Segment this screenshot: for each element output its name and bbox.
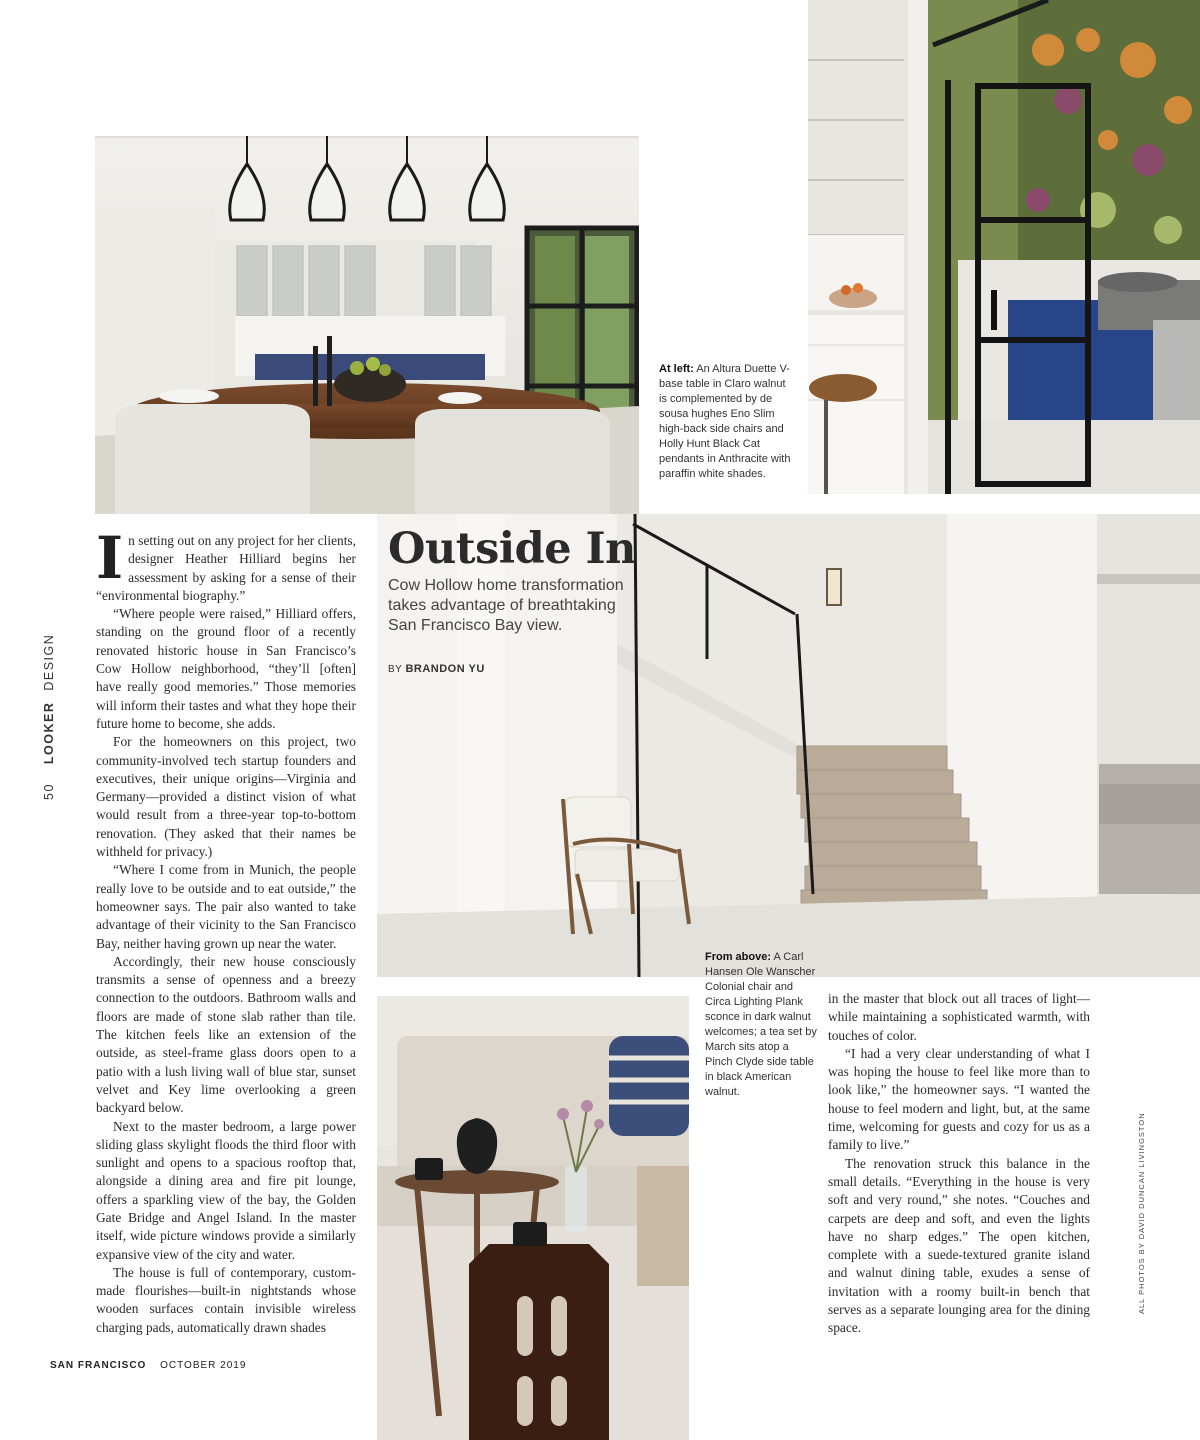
article-title: Outside In (388, 524, 636, 574)
issue-date: OCTOBER 2019 (160, 1360, 247, 1371)
section-name: DESIGN (42, 633, 56, 691)
paragraph: The house is full of contemporary, custom-made flourishes—built-in nightstands whose wooden surfaces contain invisible wireless charging pads, automatically drawn shades (96, 1264, 356, 1335)
side-table-photo (377, 996, 689, 1440)
paragraph: in the master that block out all traces of light—while maintaining a sophisticated warmth, with touches of color. (828, 991, 1090, 1043)
dining-room-photo (95, 136, 639, 514)
caption-from-above-text: A Carl Hansen Ole Wanscher Colonial chair and Circa Lighting Plank sconce in dark walnut welcomes; a tea set by March sits atop a Pinch Clyde side table in black American walnut. (705, 951, 817, 1098)
paragraph: “I had a very clear understanding of what I was hoping the house to feel like more than to look like,” the homeowner says. “I wanted the house to feel modern and light, but, at the same time, welcoming for guests and cozy for us as a family to live.” (828, 1045, 1090, 1153)
paragraph: Next to the master bedroom, a large power sliding glass skylight floods the third floor with sunlight and opens to a spacious rooftop that, alongside a dining area and fire pit lounge, offers a sparkling view of the bay, the Golden Gate Bridge and Angel Island. In the master itself, wide picture windows provide a similarly expansive view of the city and water. (96, 1118, 356, 1262)
caption-from-above (705, 950, 817, 1100)
paragraph: For the homeowners on this project, two community-involved tech startup founders and executives, their unique origins—Virginia and Germany—provided a distinct vision of what would result from a three-year top-to-bottom renovation. (They asked that their names be withheld for privacy.) (96, 734, 356, 860)
byline-author: BRANDON YU (405, 663, 485, 675)
article-byline (388, 663, 485, 675)
photo-credit: ALL PHOTOS BY DAVID DUNCAN LIVINGSTON (1137, 1112, 1146, 1314)
caption-at-left-lead: At left: (659, 363, 694, 375)
paragraph-text: n setting out on any project for her clients, designer Heather Hilliard begins her assessment by asking for a sense of their “environmental biography.” (96, 533, 356, 603)
magazine-name: SAN FRANCISCO (50, 1360, 147, 1371)
article-subtitle: Cow Hollow home transformation takes advantage of breathtaking San Francisco Bay view. (388, 577, 624, 634)
body-column-2 (828, 990, 1090, 1338)
caption-at-left-text: An Altura Duette V-base table in Claro walnut is complemented by de sousa hughes Eno Slim high-back side chairs and Holly Hunt Black Cat pendants in Anthracite with paraffin white shades. (659, 363, 791, 480)
paragraph (96, 524, 356, 605)
paragraph: “Where people were raised,” Hilliard offers, standing on the ground floor of a recently renovated historic house in San Francisco’s Cow Hollow neighborhood, “they’ll [often] have really good memories.” Those memories will inform their tastes and what they hope their future home to become, she adds. (96, 606, 356, 731)
section-brand: LOOKER (42, 701, 56, 765)
page-footer (50, 1360, 246, 1371)
kitchen-door-photo (808, 0, 1200, 494)
page-number: 50 (42, 783, 56, 800)
byline-prefix: BY (388, 664, 403, 675)
paragraph: “Where I come from in Munich, the people really love to be outside and to eat outside,” the homeowner says. The pair also wanted to take advantage of their vicinity to the San Francisco Bay, neither having grown up near the water. (96, 862, 356, 951)
caption-at-left (659, 362, 793, 482)
drop-cap: I (96, 524, 124, 592)
caption-from-above-lead: From above: (705, 951, 772, 963)
section-flag (42, 634, 56, 800)
paragraph: The renovation struck this balance in the small details. “Everything in the house is very soft and very round,” she notes. “Couches and carpets are deep and soft, and even the lights have no sharp edges.” The open kitchen, complete with a suede-textured granite island and walnut dining table, exudes a sense of invitation with a roomy built-in bench that serves as a separate lounging area for the dining space. (828, 1155, 1090, 1336)
paragraph: Accordingly, their new house consciously transmits a sense of openness and a breezy connection to the outdoors. Bathroom walls and floors are made of stone slab rather than tile. The kitchen feels like an extension of the outside, as steel-frame glass doors open to a patio with a lush living wall of blue star, sunset velvet and Key lime overlooking a green backyard below. (96, 953, 356, 1116)
body-column-1 (96, 524, 356, 1337)
